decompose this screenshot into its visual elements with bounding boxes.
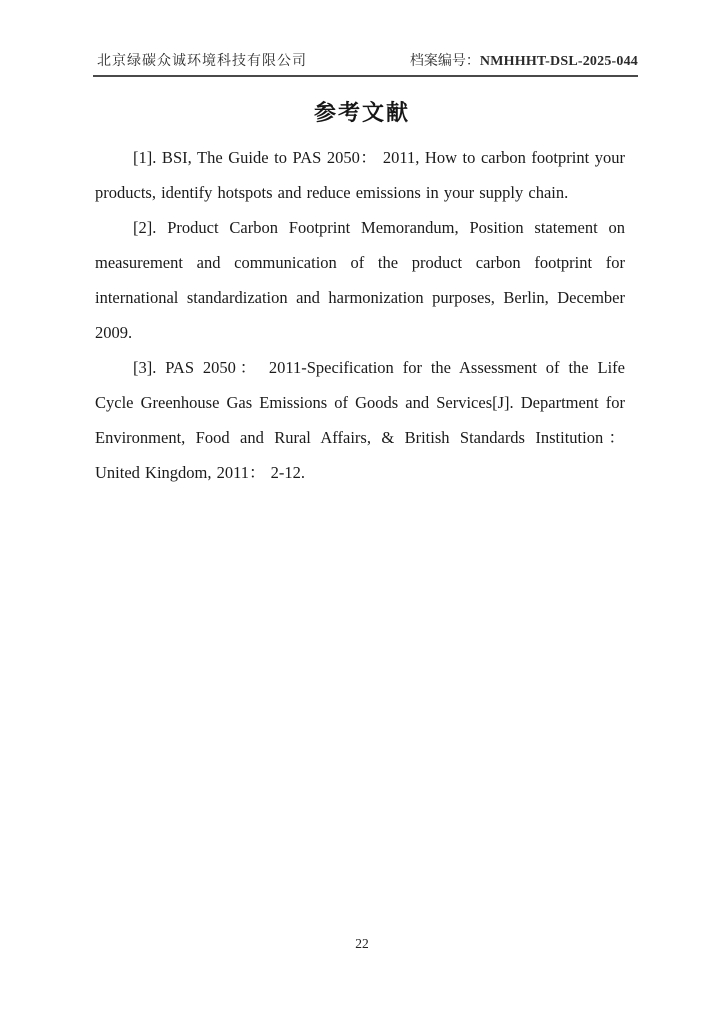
reference-item-3: [3]. PAS 2050： 2011-Specification for the Assessment of the Life Cycle Greenhouse Gas Emissions of Goods and Services[J]. Department for Environment, Food and Rural Affairs, & British Standards Institution： United Kingdom, 2011： 2-12. (95, 358, 625, 482)
page-header (93, 50, 638, 77)
doc-number-value: NMHHHT-DSL-2025-044 (479, 54, 638, 69)
header-company-name: 北京绿碳众诚环境科技有限公司 (97, 54, 307, 69)
reference-item-1: [1]. BSI, The Guide to PAS 2050： 2011, How to carbon footprint your products, identify hotspots and reduce emissions in your supply chain. (95, 148, 625, 202)
header-doc-number (410, 50, 638, 70)
page-number: 22 (355, 936, 369, 951)
page-title: 参考文献 (313, 100, 410, 125)
page-footer (0, 936, 724, 952)
references-section (95, 140, 625, 490)
reference-item-2: [2]. Product Carbon Footprint Memorandum, Position statement on measurement and communication of the product carbon footprint for international standardization and harmonization purposes, Berlin, December 2009. (95, 218, 625, 342)
doc-number-label: 档案编号： (409, 54, 480, 69)
